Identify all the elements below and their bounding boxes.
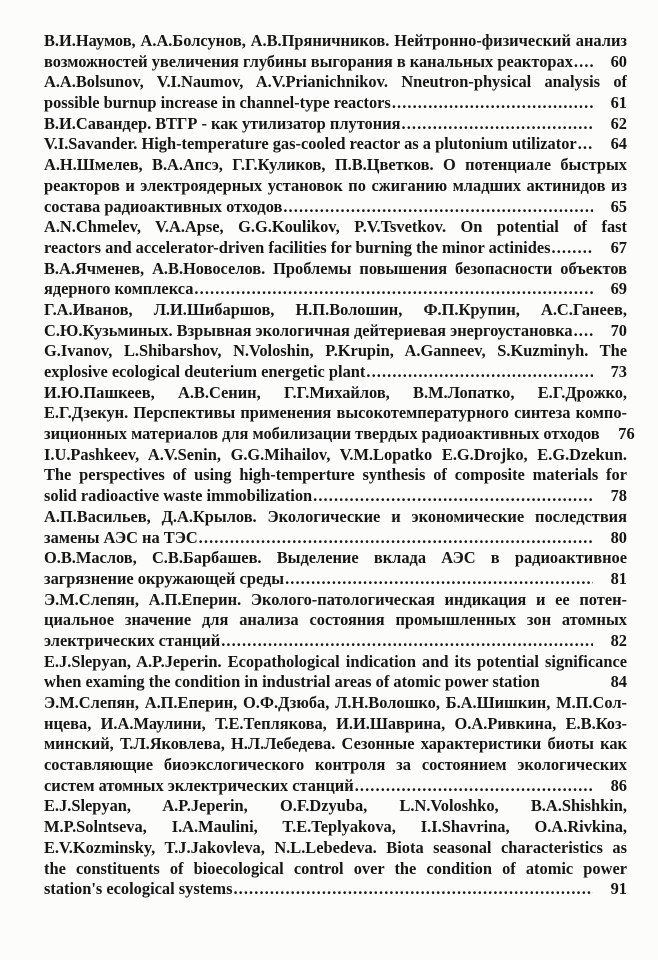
toc-entry: [44, 507, 627, 548]
toc-entry: [44, 796, 627, 899]
toc-line-last: [44, 279, 627, 300]
dot-leader: [392, 93, 593, 114]
toc-entry: [44, 114, 627, 135]
toc-line: составляющие биоэкслогического контроля за состоянием экологических: [44, 755, 627, 775]
toc-entry: [44, 548, 627, 589]
toc-line: E.V.Kozminsky, T.J.Jakovleva, N.L.Lebedeva. Biota seasonal characteristics as: [44, 837, 627, 857]
toc-line: A.A.Bolsunov, V.I.Naumov, A.V.Prianichnikov. Nneutron-physical analysis of: [44, 72, 627, 92]
toc-entry: [44, 590, 627, 652]
toc-entry-text: ядерного комплекса: [44, 279, 194, 299]
toc-line: И.Ю.Пашкеев, А.В.Сенин, Г.Г.Михайлов, В.М.Лопатко, Е.Г.Дрожко,: [44, 382, 627, 402]
toc-entry: [44, 382, 635, 445]
toc-line: Э.М.Слепян, А.П.Еперин. Эколого-патологическая индикация и ее потен-: [44, 589, 627, 609]
toc-entry-text: загрязнение окружающей среды: [44, 568, 285, 588]
toc-line: Е.Г.Дзекун. Перспективы применения высокотемпературного синтеза компо-: [44, 403, 627, 423]
toc-entry-text: possible burnup increase in channel-type reactors: [44, 93, 391, 113]
dot-leader: [574, 321, 593, 342]
toc-line-last: [44, 776, 627, 797]
toc-entry: [44, 341, 627, 382]
dot-leader: [574, 52, 593, 73]
toc-line-last: [44, 672, 627, 693]
toc-entry: [44, 31, 627, 72]
toc-entry-text: station's ecological systems: [44, 879, 233, 899]
toc-entry-text: электрических станций: [44, 630, 221, 650]
toc-line: the constituents of bioecological control over the condition of atomic power: [44, 858, 627, 878]
toc-line-last: [44, 631, 627, 652]
toc-entry: [44, 445, 627, 507]
dot-leader: [578, 134, 593, 155]
toc-entry-text: замены АЭС на ТЭС: [44, 527, 198, 547]
toc-entry: [44, 652, 627, 693]
dot-leader: [552, 238, 593, 259]
toc-line-last: [44, 321, 627, 342]
toc-line-last: [44, 238, 627, 259]
toc-line: I.U.Pashkeev, A.V.Senin, G.G.Mihailov, V.M.Lopatko E.G.Drojko, E.G.Dzekun.: [44, 444, 627, 464]
page-number: 81: [610, 568, 627, 588]
toc-line-last: [44, 114, 627, 135]
dot-leader: [199, 528, 593, 549]
dot-leader: [233, 879, 593, 900]
toc-line: В.И.Наумов, А.А.Болсунов, А.В.Пряничников. Нейтронно-физический анализ: [44, 31, 627, 50]
toc-entry-text: when examing the condition in industrial areas of atomic power station: [44, 672, 540, 692]
dot-leader: [366, 362, 593, 383]
toc-entry-text: solid radioactive waste immobilization: [44, 486, 313, 506]
dot-leader: [285, 569, 593, 590]
toc-entry-text: reactors and accelerator-driven facilities for burning the minor actinides: [44, 237, 551, 257]
toc-entry-text: V.I.Savander. High-temperature gas-cooled reactor as a plutonium utilizator: [44, 134, 577, 154]
page-number: 67: [610, 237, 627, 257]
toc-line: Э.М.Слепян, А.П.Еперин, О.Ф.Дзюба, Л.Н.Волошко, Б.А.Шишкин, М.П.Сол-: [44, 693, 627, 712]
page-number: 82: [610, 630, 627, 650]
page-number: 61: [610, 93, 627, 113]
toc-line-last: [44, 52, 627, 73]
dot-leader: [221, 631, 593, 652]
page-number: 91: [610, 879, 627, 899]
toc-entry: [44, 259, 627, 300]
dot-leader: [313, 486, 593, 507]
toc-entry: [44, 300, 627, 341]
toc-line: А.Н.Шмелев, В.А.Апсэ, Г.Г.Куликов, П.В.Цветков. О потенциале быстрых: [44, 155, 627, 175]
dot-leader: [355, 776, 593, 797]
toc-line-last: [44, 197, 627, 218]
toc-line-last: [44, 362, 627, 383]
toc-line: M.P.Solntseva, I.A.Maulini, T.E.Teplyakova, I.I.Shavrina, O.A.Rivkina,: [44, 817, 627, 837]
page-number: 78: [610, 486, 627, 506]
toc-line: A.N.Chmelev, V.A.Apse, G.G.Koulikov, P.V.Tsvetkov. On potential of fast: [44, 217, 627, 237]
toc-entry-text: С.Ю.Кузьминых. Взрывная экологичная дейтериевая энергоустановка: [44, 320, 573, 340]
toc-line: В.А.Ячменев, А.В.Новоселов. Проблемы повышения безопасности объектов: [44, 258, 627, 278]
toc-line-last: [44, 93, 627, 114]
toc-entry-text: состава радиоактивных отходов: [44, 196, 283, 216]
toc-entry-text: В.И.Савандер. ВТГР - как утилизатор плутония: [44, 113, 401, 133]
toc-line: минский, Т.Л.Яковлева, Н.Л.Лебедева. Сезонные характеристики биоты как: [44, 734, 627, 754]
page-number: 86: [610, 775, 627, 795]
toc-line: The perspectives of using high-temperture synthesis of composite materials for: [44, 465, 627, 485]
toc-line: реакторов и электроядерных установок по сжиганию младших актинидов из: [44, 175, 627, 195]
page-number: 69: [610, 279, 627, 299]
toc-line-last: [44, 134, 627, 155]
page-number: 64: [610, 134, 627, 154]
toc-line: нцева, И.А.Маулини, Т.Е.Теплякова, И.И.Шаврина, О.А.Ривкина, Е.В.Коз-: [44, 713, 627, 733]
toc-entry: [44, 72, 627, 113]
toc-line-last: [44, 569, 627, 590]
page-number: 65: [610, 196, 627, 216]
toc-line: Г.А.Иванов, Л.И.Шибаршов, Н.П.Волошин, Ф.П.Крупин, А.С.Ганеев,: [44, 299, 627, 319]
toc-line: циальное значение для анализа состояния промышленных зон атомных: [44, 610, 627, 630]
page-number: 73: [610, 362, 627, 381]
dot-leader: [402, 114, 593, 135]
page-number: 60: [610, 51, 627, 71]
toc-entry: [44, 217, 627, 258]
page-number: 84: [610, 672, 627, 692]
toc-entry-text: зиционных материалов для мобилизации твердых радиоактивных отходов: [44, 424, 600, 444]
toc-entry: [44, 155, 627, 217]
toc-entry: [44, 134, 627, 155]
toc-line-last: [44, 528, 627, 549]
toc-line: G.Ivanov, L.Shibarshov, N.Voloshin, P.Krupin, A.Ganneev, S.Kuzminyh. The: [44, 341, 627, 361]
toc-line: А.П.Васильев, Д.А.Крылов. Экологические и экономические последствия: [44, 506, 627, 526]
page-number: 80: [610, 527, 627, 547]
toc-line: E.J.Slepyan, A.P.Jeperin, O.F.Dzyuba, L.N.Voloshko, B.A.Shishkin,: [44, 796, 627, 816]
toc-entry: [44, 693, 627, 796]
toc-line-last: [44, 879, 627, 900]
table-of-contents: [44, 31, 635, 900]
page-number: 76: [618, 424, 635, 444]
toc-line-last: [44, 486, 627, 507]
toc-line: О.В.Маслов, С.В.Барбашев. Выделение вклада АЭС в радиоактивное: [44, 548, 627, 568]
dot-leader: [194, 279, 593, 300]
toc-entry-text: возможностей увеличения глубины выгорания в канальных реакторах: [44, 51, 573, 71]
page-number: 70: [610, 320, 627, 340]
toc-entry-text: систем атомных эклектрических станций: [44, 775, 354, 795]
toc-line: E.J.Slepyan, A.P.Jeperin. Ecopathological indication and its potential significance: [44, 651, 627, 671]
toc-line-last: [44, 424, 635, 445]
toc-entry-text: explosive ecological deuterium energetic plant: [44, 362, 366, 381]
page-number: 62: [610, 113, 627, 133]
dot-leader: [283, 197, 593, 218]
